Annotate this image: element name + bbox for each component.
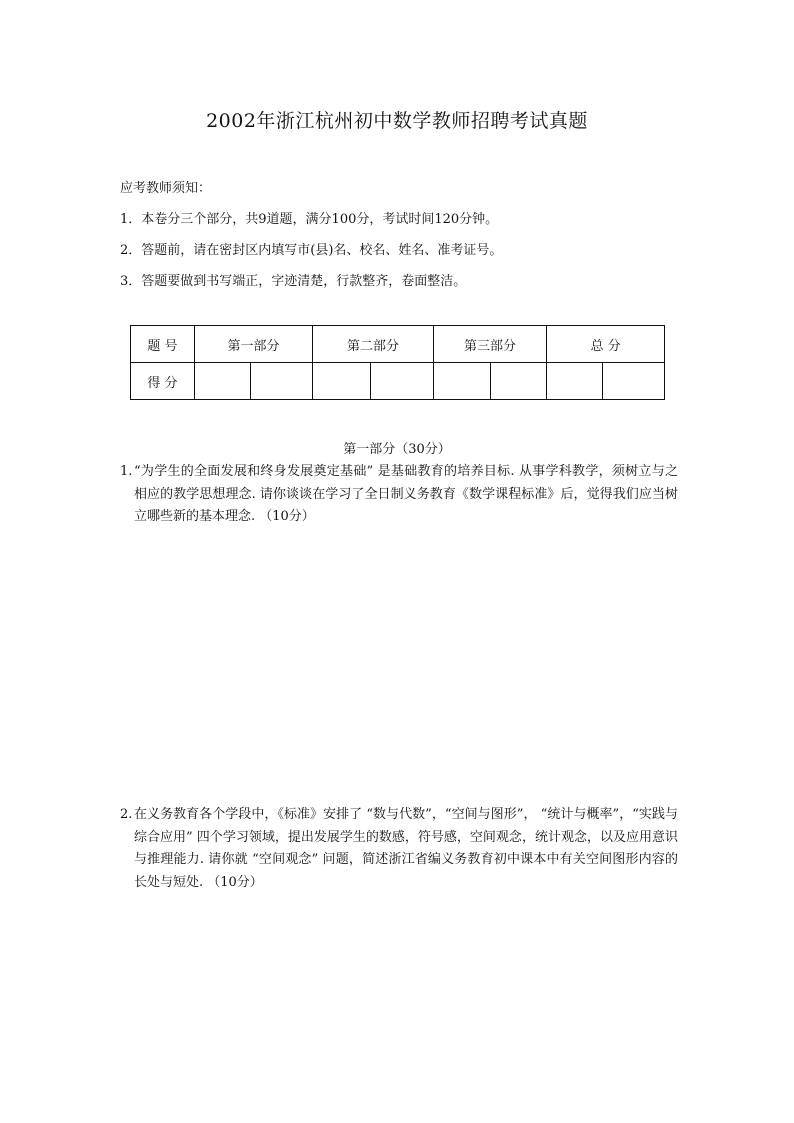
- question-text: “为学生的全面发展和终身发展奠定基础” 是基础教育的培养目标. 从事学科教学，须树立与之相应的教学思想理念. 请你谈谈在学习了全日制义务教育《数学课程标准》后，觉得我们应当树立哪些新的基本理念. （10分）: [134, 464, 678, 524]
- score-table-header-row: [131, 326, 665, 363]
- score-cell: [251, 363, 313, 400]
- notice-heading: 应考教师须知：: [120, 181, 212, 196]
- question-text: 在义务教育各个学段中，《标准》安排了 “数与代数”，“空间与图形”， “统计与概率”，“实践与综合应用” 四个学习领域，提出发展学生的数感，符号感，空间观念，统计观念，以及应用意识与推理能力. 请你就 “空间观念” 问题，简述浙江省编义务教育初中课本中有关空间图形内容的长处与短处. （10分）: [134, 807, 678, 890]
- section-title: 第一部分（30分）: [343, 442, 451, 457]
- score-cell: [547, 363, 603, 400]
- score-cell: [195, 363, 251, 400]
- score-table-header-total: 总 分: [547, 326, 665, 363]
- score-table-row-label: 得 分: [131, 363, 195, 400]
- score-cell: [313, 363, 371, 400]
- score-table-header-part3: 第三部分: [434, 326, 547, 363]
- score-table-header-part1: 第一部分: [195, 326, 313, 363]
- notice-item-1: 1．本卷分三个部分，共9道题，满分100分，考试时间120分钟。: [120, 212, 499, 227]
- question-2: [120, 804, 678, 894]
- score-table: [130, 325, 665, 400]
- question-number: 1.: [120, 464, 133, 479]
- score-cell: [434, 363, 491, 400]
- notice-item-3: 3．答题要做到书写端正，字迹清楚，行款整齐，卷面整洁。: [120, 274, 467, 289]
- score-cell: [371, 363, 434, 400]
- score-table-row-label: 题 号: [131, 326, 195, 363]
- score-cell: [603, 363, 665, 400]
- question-1: [120, 461, 678, 529]
- score-cell: [491, 363, 547, 400]
- page-title: 2002年浙江杭州初中数学教师招聘考试真题: [206, 110, 588, 132]
- score-table-header-part2: 第二部分: [313, 326, 434, 363]
- score-table-score-row: [131, 363, 665, 400]
- notice-item-2: 2．答题前，请在密封区内填写市(县)名、校名、姓名、准考证号。: [120, 243, 503, 258]
- question-number: 2.: [120, 807, 133, 822]
